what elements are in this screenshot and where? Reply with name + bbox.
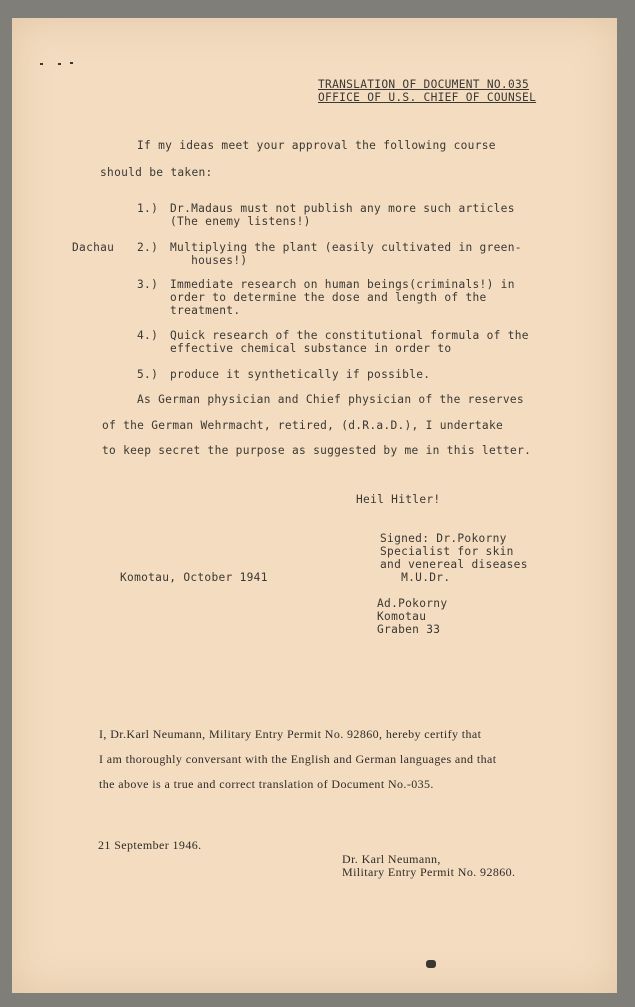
item-number: 1.) [137,202,159,215]
signature-line: Specialist for skin [380,545,514,558]
item-text: order to determine the dose and length of the [170,291,487,304]
intro-line-1: If my ideas meet your approval the following course [137,139,496,152]
salute: Heil Hitler! [356,493,441,506]
address-line: Komotau [377,610,427,623]
margin-note: Dachau [72,241,115,254]
item-number: 5.) [137,368,159,381]
signature-line: and venereal diseases [380,558,528,571]
item-text: (The enemy listens!) [170,215,311,228]
intro-line-2: should be taken: [100,166,213,179]
translator-name: Dr. Karl Neumann, [342,852,441,866]
item-number: 2.) [137,241,159,254]
place-date: Komotau, October 1941 [120,571,268,584]
item-number: 3.) [137,278,159,291]
stray-mark [40,63,43,65]
address-line: Graben 33 [377,623,441,636]
item-text: Dr.Madaus must not publish any more such articles [170,202,515,215]
item-text: houses!) [170,254,248,267]
certification-line-2: I am thoroughly conversant with the English and German languages and that [99,752,497,766]
closing-line-3: to keep secret the purpose as suggested by me in this letter. [102,444,532,457]
item-text: effective chemical substance in order to [170,342,452,355]
office-title: OFFICE OF U.S. CHIEF OF COUNSEL [318,91,537,104]
item-text: produce it synthetically if possible. [170,368,431,381]
item-number: 4.) [137,329,159,342]
closing-line-1: As German physician and Chief physician of the reserves [137,393,524,406]
item-text: Quick research of the constitutional formula of the [170,329,529,342]
stray-mark [70,62,73,64]
signature-line: M.U.Dr. [380,571,451,584]
closing-line-2: of the German Wehrmacht, retired, (d.R.a.D.), I undertake [102,419,504,432]
item-text: Multiplying the plant (easily cultivated in green- [170,241,522,254]
address-line: Ad.Pokorny [377,597,448,610]
certification-line-3: the above is a true and correct translation of Document No.-035. [99,777,434,791]
certification-date: 21 September 1946. [98,838,202,852]
item-text: treatment. [170,304,241,317]
stray-mark [58,63,61,65]
document-title: TRANSLATION OF DOCUMENT NO.035 [318,78,530,91]
item-text: Immediate research on human beings(criminals!) in [170,278,515,291]
certification-line-1: I, Dr.Karl Neumann, Military Entry Permit No. 92860, hereby certify that [99,727,482,741]
paper-tear [426,960,436,968]
signature-line: Signed: Dr.Pokorny [380,532,507,545]
translator-permit: Military Entry Permit No. 92860. [342,865,516,879]
